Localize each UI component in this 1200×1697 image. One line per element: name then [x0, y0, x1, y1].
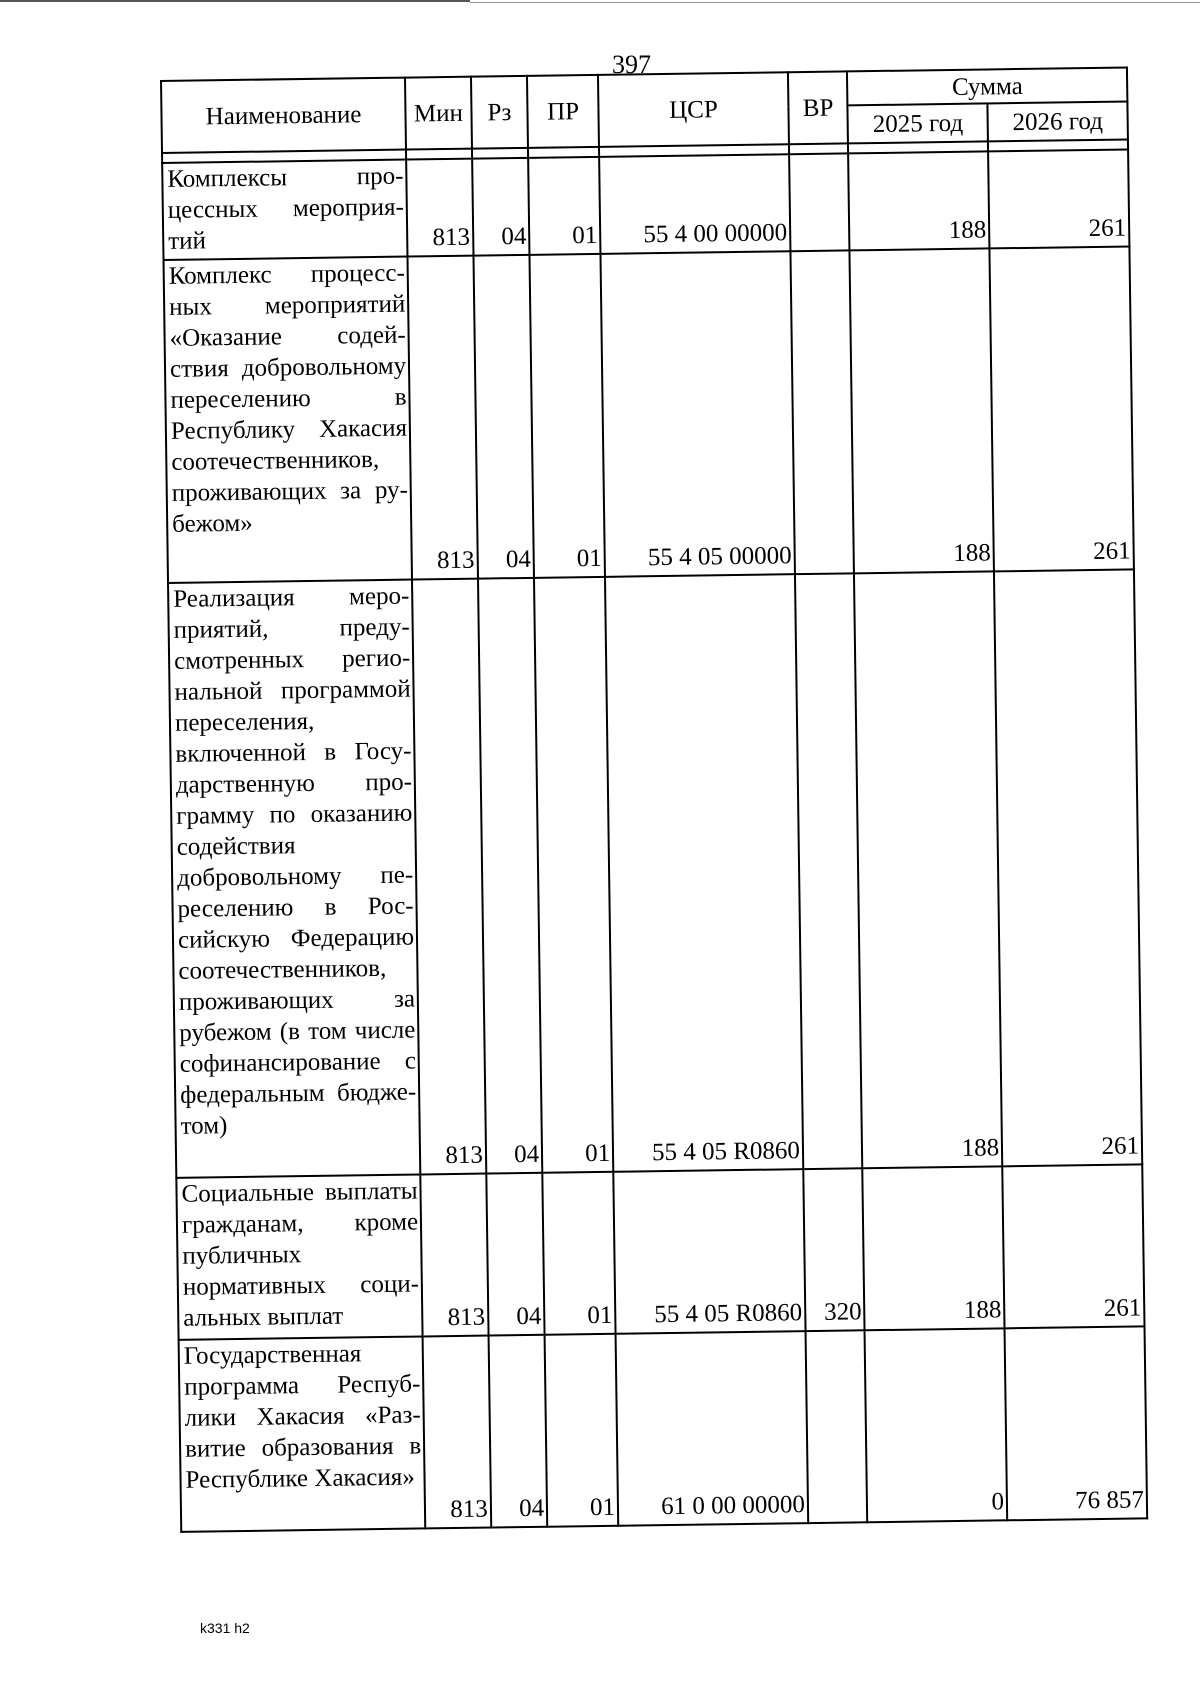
table-row	[162, 149, 1129, 259]
row-rz: 04	[486, 1173, 545, 1336]
row-vr	[789, 153, 850, 251]
row-2026: 76 857	[1005, 1326, 1148, 1520]
row-pr: 01	[528, 157, 600, 255]
row-csr: 55 4 05 R0860	[605, 574, 803, 1172]
table-row	[164, 246, 1134, 582]
page-number: 397	[612, 50, 651, 79]
footer-code: k331 h2	[200, 1620, 250, 1636]
header-vr: ВР	[788, 71, 848, 144]
row-2025: 188	[850, 248, 994, 573]
row-rz: 04	[473, 255, 534, 579]
scan-edge-line	[470, 2, 1200, 3]
header-year-2026: 2026 год	[988, 101, 1128, 141]
row-2025: 0	[865, 1328, 1007, 1522]
table-row	[179, 1326, 1148, 1531]
header-pr: ПР	[527, 75, 599, 148]
row-min: 813	[406, 159, 473, 257]
header-csr: ЦСР	[598, 72, 789, 147]
row-name: Государственная программа Республики Хакасия «Развитие образования в Республике Хакасия»	[179, 1336, 426, 1531]
row-name: Социальные выплаты гражданам, кроме публичных нормативных социальных выплат	[176, 1174, 422, 1339]
header-name: Наименование	[161, 78, 406, 153]
row-name: Реализация мероприятий, предусмотренных региональной программой переселения, включенной в Государственную программу по оказанию содействия добровольному переселению в Российскую Федерацию соотечественников, проживающих за рубежом (в том числе софинансирование с федеральным бюджетом)	[168, 580, 420, 1178]
scan-edge-line	[0, 0, 470, 2]
row-name: Комплекс процессных мероприятий «Оказание содействия добровольному переселению в Республику Хакасия соотечественников, проживающих за рубежом»	[164, 257, 413, 583]
row-pr: 01	[545, 1334, 619, 1527]
row-vr: 320	[803, 1168, 865, 1331]
row-rz: 04	[478, 578, 543, 1174]
header-min: Мин	[405, 77, 472, 150]
row-csr: 55 4 05 R0860	[613, 1169, 805, 1334]
row-min: 813	[412, 579, 486, 1175]
header-sum: Сумма	[847, 67, 1127, 105]
row-min: 813	[420, 1174, 488, 1337]
row-2025: 188	[863, 1166, 1005, 1330]
row-csr: 61 0 00 00000	[616, 1331, 809, 1526]
header-year-2025: 2025 год	[848, 103, 988, 143]
table-row	[176, 1164, 1144, 1339]
row-2025: 188	[848, 151, 989, 250]
table-row	[168, 569, 1142, 1177]
row-2026: 261	[988, 149, 1129, 248]
table-sheet	[160, 66, 1161, 1590]
row-vr	[805, 1330, 867, 1523]
row-2026: 261	[1002, 1164, 1144, 1328]
row-name: Комплексы процессных мероприятий	[162, 160, 407, 260]
row-min: 813	[423, 1336, 491, 1529]
row-vr	[795, 573, 863, 1169]
row-pr: 01	[530, 254, 605, 578]
row-min: 813	[408, 256, 478, 580]
row-2025: 188	[854, 571, 1002, 1168]
row-rz: 04	[472, 158, 530, 256]
row-csr: 55 4 00 00000	[599, 154, 790, 254]
row-vr	[790, 250, 854, 574]
header-rz: Рз	[471, 76, 528, 149]
row-2026: 261	[994, 569, 1142, 1166]
row-rz: 04	[488, 1335, 547, 1528]
row-pr: 01	[534, 577, 613, 1173]
row-2026: 261	[990, 246, 1134, 571]
budget-table	[160, 66, 1148, 1532]
row-csr: 55 4 05 00000	[601, 251, 795, 577]
row-pr: 01	[542, 1172, 615, 1335]
